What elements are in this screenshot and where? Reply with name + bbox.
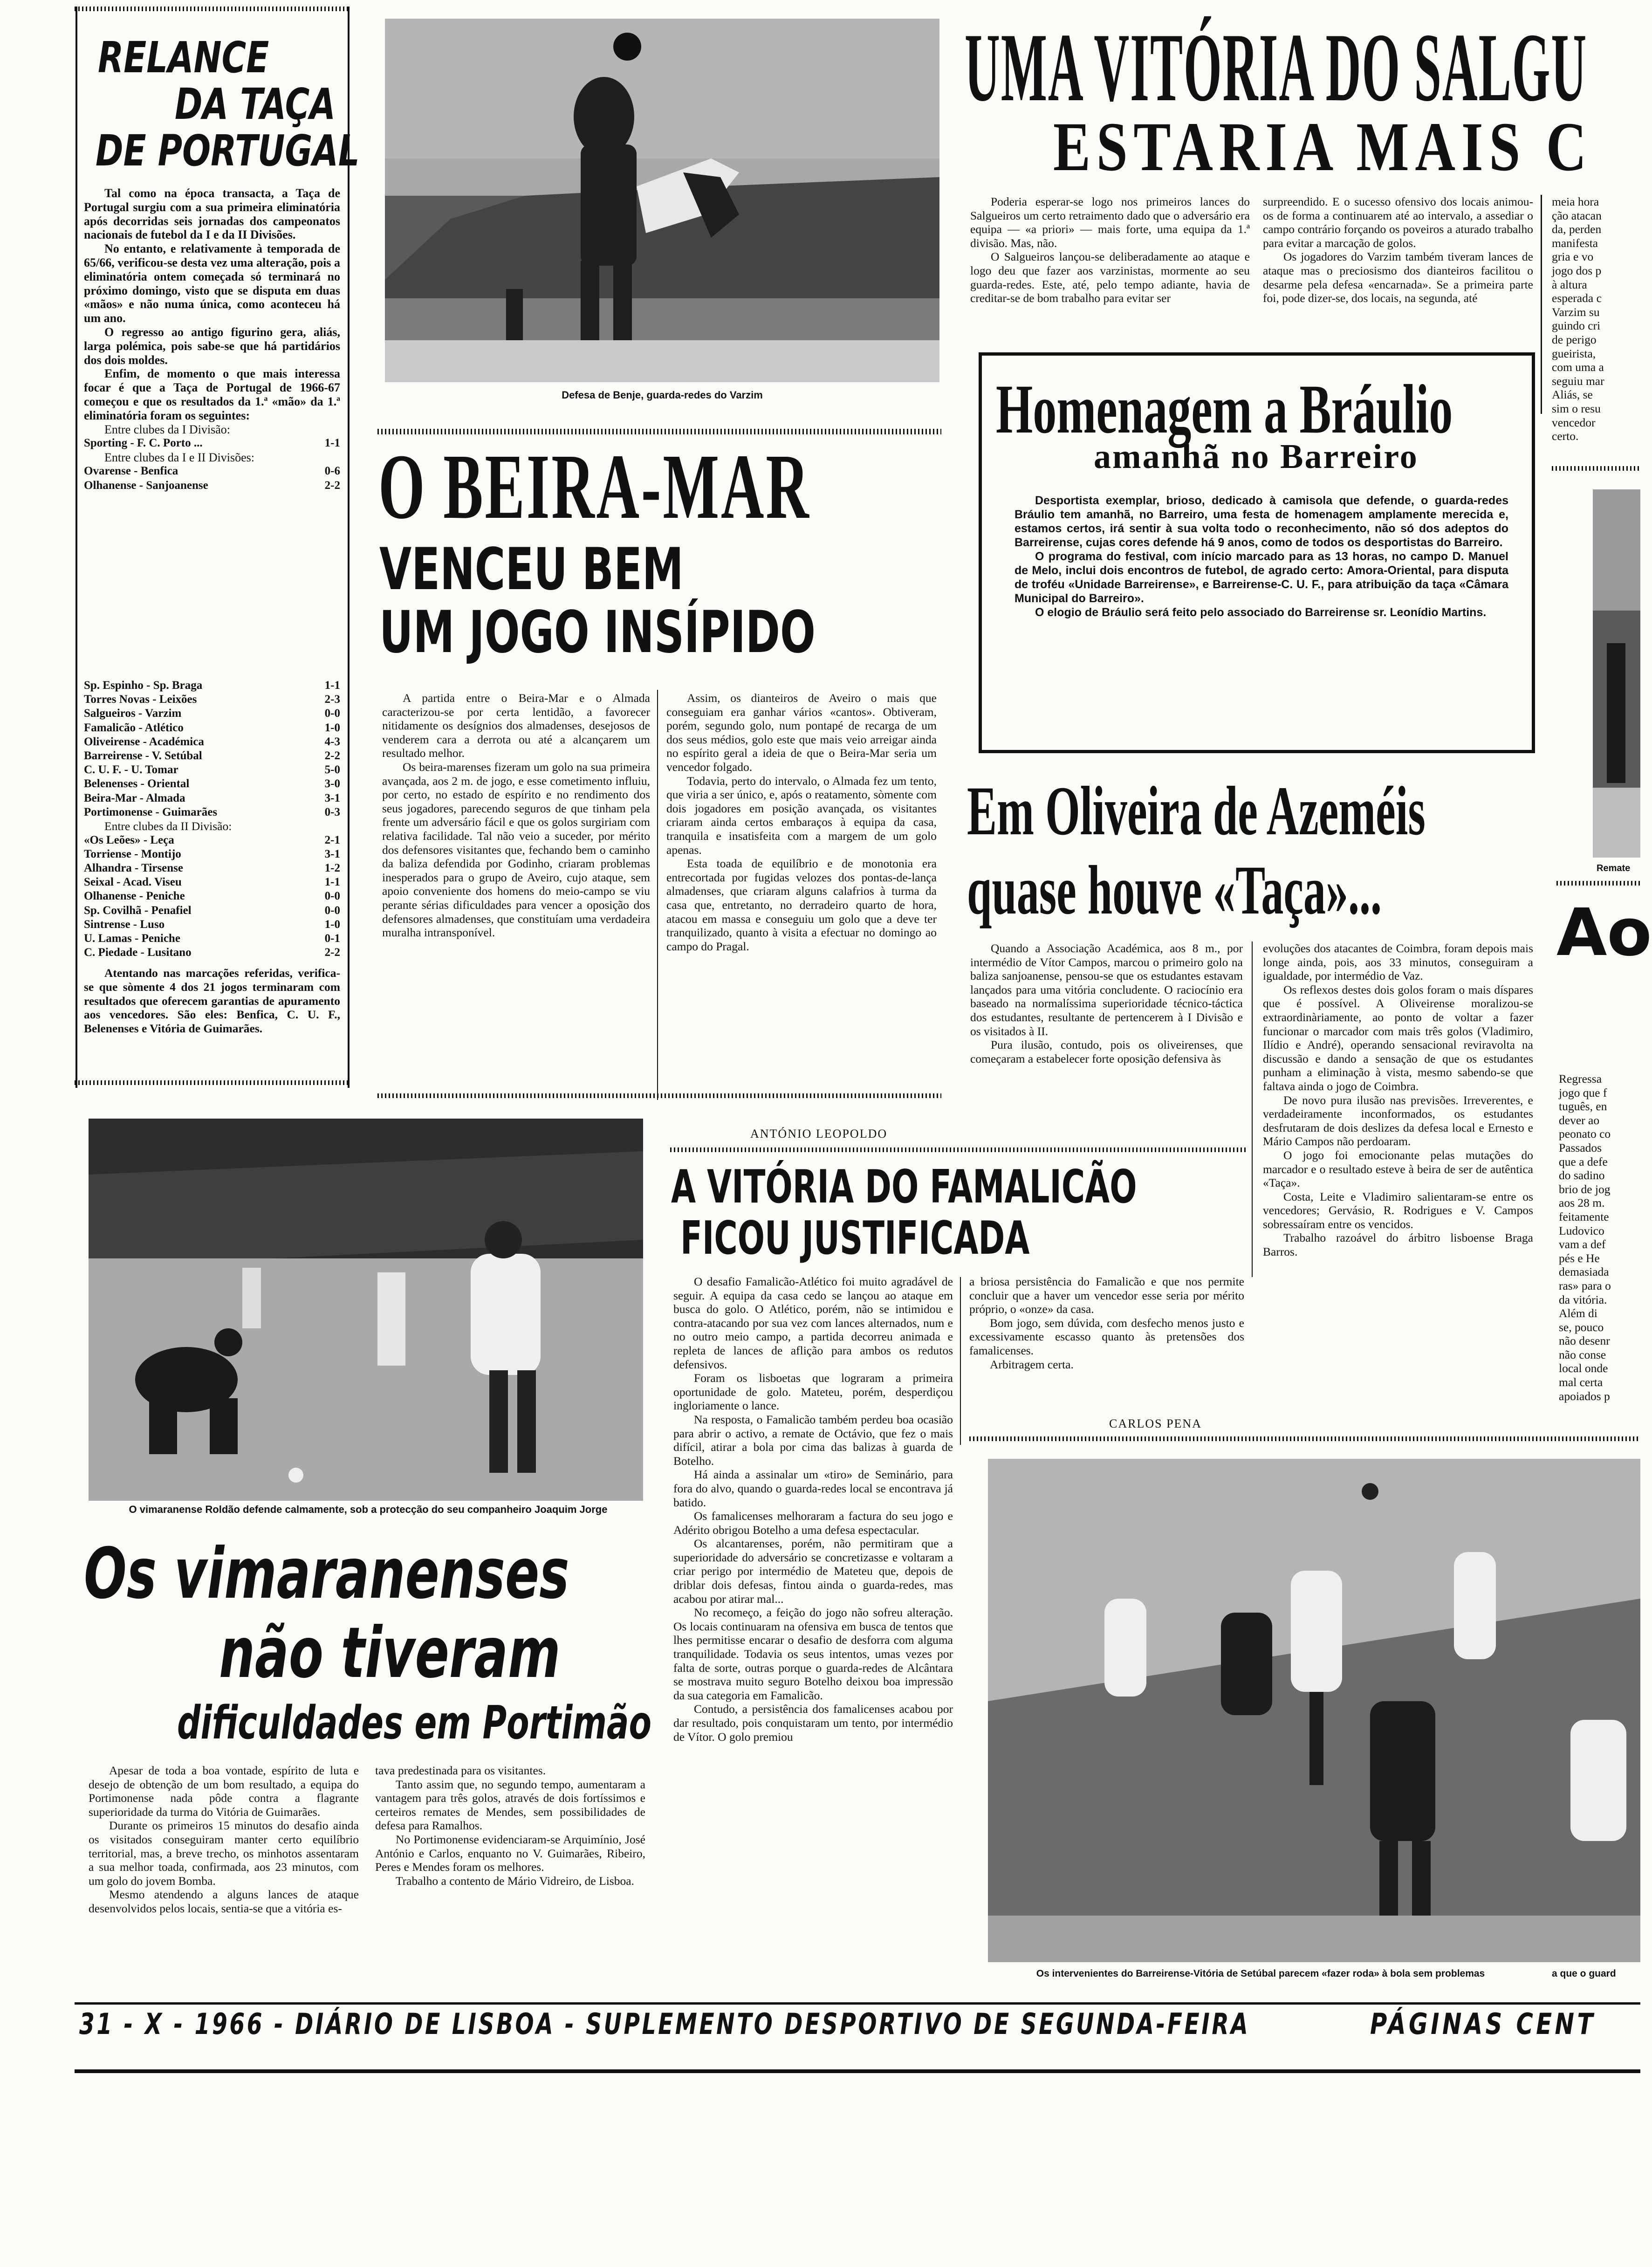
result-match: Belenenses - Oriental (84, 777, 190, 790)
result-score: 2-2 (324, 946, 340, 959)
beiramar-column-1 (382, 691, 653, 1097)
beiramar-para: Esta toada de equilíbrio e de monotonia era entrecortada por fugidas velozes dos pontas-de-lança almadenses, que criaram alguns calafrios à turma da casa que, entretanto, no derradeiro quarto de hora, atacou em massa e conseguiu um golo que a deve ter tranquilizado, quanto à visita a efectuar no domingo ao campo do Pragal. (666, 857, 940, 953)
result-match: Sp. Covilhã - Penafiel (84, 904, 192, 917)
footer-right: PÁGINAS CENT (1370, 2007, 1596, 2041)
beiramar-para: Assim, os dianteiros de Aveiro o mais que conseguiam era ganhar vários «cantos». Obtiveram, porém, segundo golo, num pontapé de recarga de um dos seus médios, golo este que mais veio arreigar ainda no espírito geral a ideia de que o Beira-Mar seria um vencedor folgado. (666, 691, 940, 774)
beiramar-byline: ANTÓNIO LEOPOLDO (750, 1127, 888, 1140)
result-score: 0-3 (324, 805, 340, 818)
famalicao-top-rule (670, 1147, 1248, 1152)
photo-roldao-image (89, 1119, 643, 1501)
relance-intro (84, 186, 343, 680)
relance-title-line3: DE PORTUGAL (96, 126, 360, 176)
homenagem-para: O elogio de Bráulio será feito pelo associado do Barreirense sr. Leonídio Martins. (1035, 606, 1487, 619)
photo-goalkeeper (385, 19, 939, 382)
result-row (84, 847, 340, 861)
results-group-1 (84, 436, 340, 450)
photo-remate-caption: Remate (1597, 863, 1631, 873)
column-line: ras» para o (1559, 1278, 1611, 1292)
photo-remate (1593, 489, 1640, 858)
famalicao-byline: CARLOS PENA (1109, 1417, 1202, 1430)
column-line: que a defe (1559, 1154, 1608, 1168)
result-row (84, 904, 340, 918)
column-line: Passados (1559, 1140, 1602, 1154)
result-score: 3-1 (324, 847, 340, 860)
homenagem-headline: Homenagem a Bráulio (996, 371, 1453, 448)
right-strip-column (1559, 1072, 1640, 1445)
famalicao-para: Foram os lisboetas que lograram a primeira oportunidade de golo. Mateteu, porém, desperdiçou ingloriamente o lance. (673, 1371, 956, 1413)
result-score: 3-0 (324, 777, 340, 790)
result-score: 0-0 (324, 707, 340, 720)
oliveira-para: evoluções dos atacantes de Coimbra, foram depois mais longe ainda, pois, aos 33 minutos, conseguiram a igualdade, por intermédio de Vaz. (1263, 941, 1536, 983)
famalicao-column-1 (673, 1275, 956, 2020)
salgueiros-para: Poderia esperar-se logo nos primeiros lances do Salgueiros um certo retraimento dado que o adversário era equipa — «a priori» — mais forte, uma equipa da 1.ª divisão. Mas, não. (970, 195, 1253, 250)
relance-para: Enfim, de momento o que mais interessa focar é que a Taça de Portugal de 1966-67 começou e que os resultados da 1.ª «mão» da 1.ª eliminatória foram os seguintes: (84, 367, 343, 422)
homenagem-box (979, 352, 1535, 753)
salgueiros-headline: UMA VITÓRIA DO SALGU (965, 14, 1588, 122)
relance-left-border (75, 7, 77, 1088)
relance-title (93, 33, 360, 177)
column-line: guindo cri (1552, 319, 1601, 333)
beiramar-para: Todavia, perto do intervalo, o Almada fez um tento, que viria a ser único, e, após o reatamento, sòmente com dois jogadores em posição avançada, os visitantes criaram ainda certos embaraços à equipa da casa, tranquila e insatisfeita com a margem de um golo apenas. (666, 774, 940, 857)
vimaranenses-column-1 (89, 1764, 362, 2015)
famalicao-column-2 (969, 1275, 1248, 1429)
column-line: brio de jog (1559, 1182, 1611, 1196)
column-line: manifesta (1552, 236, 1598, 250)
salgueiros-column-2 (1263, 195, 1536, 335)
salgueiros-column-rule (1541, 195, 1542, 414)
group-label: Entre clubes da II Divisão: (104, 819, 232, 833)
relance-title-line1: RELANCE (98, 33, 269, 82)
oliveira-headline-2: quase houve «Taça»... (967, 852, 1382, 929)
result-score: 0-0 (324, 904, 340, 917)
vimaranenses-para: Trabalho a contento de Mário Vidreiro, de Lisboa. (396, 1874, 634, 1888)
oliveira-column-1 (970, 941, 1246, 1151)
famalicao-headline-2: FICOU JUSTIFICADA (680, 1212, 1030, 1265)
column-line: do sadino (1559, 1168, 1605, 1182)
result-match: C. U. F. - U. Tomar (84, 763, 178, 776)
vimaranenses-para: No Portimonense evidenciaram-se Arquimínio, José António e Carlos, enquanto no V. Guimarães, Ribeiro, Peres e Mendes foram os melhores. (375, 1832, 649, 1874)
salgueiros-column-3 (1552, 195, 1640, 484)
column-line: peonato co (1559, 1127, 1611, 1141)
result-match: Barreirense - V. Setúbal (84, 749, 202, 763)
famalicao-column-rule (960, 1277, 961, 1445)
column-line: jogo que f (1559, 1085, 1607, 1099)
vimaranenses-para: Durante os primeiros 15 minutos do desafio ainda os visitados conseguiram manter certo equilíbrio territorial, mas, a breve trecho, os minhotos assentaram a sua melhor toada, confirmada, aos 23 minutos, com um golo do jovem Bomba. (89, 1819, 362, 1888)
column-line: da, perden (1552, 222, 1602, 236)
result-score: 0-6 (324, 465, 340, 478)
column-line: feitamente (1559, 1209, 1609, 1223)
vimaranenses-para: Tanto assim que, no segundo tempo, aumentaram a vantagem para três golos, através de dois fortíssimos e certeiros remates de Mendes, sem possibilidades de defesa para Ramalhos. (375, 1777, 649, 1833)
relance-para: O regresso ao antigo figurino gera, aliás, larga polémica, pois sabe-se que há partidários dos dois moldes. (84, 325, 343, 367)
result-match: C. Piedade - Lusitano (84, 946, 192, 959)
famalicao-para: O desafio Famalicão-Atlético foi muito agradável de seguir. A equipa da casa cedo se lançou ao ataque em busca do golo. O Atlético, porém, não se intimidou e contra-atacando por sua vez com lances alternados, num e no outro meio campo, a partida decorreu animada e repleta de lances de aflição para ambos os redutos defensivos. (673, 1275, 956, 1371)
result-match: Ovarense - Benfica (84, 465, 178, 478)
relance-title-line2: DA TAÇA (175, 79, 336, 129)
column-line: Aliás, se (1552, 388, 1593, 402)
photo-goalkeeper-caption: Defesa de Benje, guarda-redes do Varzim (562, 389, 763, 401)
result-score: 0-1 (324, 932, 340, 945)
result-match: Torres Novas - Leixões (84, 693, 197, 706)
divider-beiramar-top (377, 429, 941, 434)
homenagem-body (1015, 494, 1512, 745)
photo-barreirense (988, 1459, 1640, 1962)
column-line: Além di (1559, 1306, 1597, 1320)
result-match: Olhanense - Sanjoanense (84, 479, 208, 492)
salgueiros-subhead: ESTARIA MAIS C (1053, 108, 1593, 185)
footer-top-rule (75, 2002, 1640, 2005)
result-score: 1-1 (324, 876, 340, 889)
salgueiros-column-1 (970, 195, 1253, 335)
result-match: U. Lamas - Peniche (84, 932, 180, 945)
homenagem-para: Desportista exemplar, brioso, dedicado à camisola que defende, o guarda-redes Bráulio tem amanhã, no Barreiro, uma festa de homenagem amplamente merecida e, estamos certos, irá sentir à sua volta todo o reconhecimento, não só dos adeptos do Barreirense, cujas cores defende há 9 anos, como de todos os desportistas do Barreiro. (1015, 494, 1512, 549)
result-match: Sp. Espinho - Sp. Braga (84, 679, 203, 692)
footer-bottom-rule (75, 2069, 1640, 2073)
famalicao-para: Os alcantarenses, porém, não permitiram que a superioridade do adversário se concretizasse e voltaram a criar perigo por intermédio de Mateteu que, depois de driblar dois defesas, fintou ainda o guarda-redes, mas acabou por atirar mal... (673, 1537, 956, 1606)
result-row (84, 833, 340, 847)
footer-left: 31 - X - 1966 - DIÁRIO DE LISBOA - SUPLEMENTO DESPORTIVO DE SEGUNDA-FEIRA (79, 2007, 1250, 2041)
result-row (84, 889, 340, 903)
right-strip-headline: Ao (1556, 895, 1652, 971)
result-match: Olhanense - Peniche (84, 890, 185, 903)
photo-barreirense-caption-cont: a que o guard (1552, 1968, 1616, 1979)
column-line: à altura (1552, 277, 1587, 291)
column-line: dever ao (1559, 1113, 1600, 1127)
result-row (84, 707, 340, 721)
column-line: da vitória. (1559, 1292, 1607, 1306)
oliveira-para: Trabalho razoável do árbitro lisboense Braga Barros. (1263, 1231, 1536, 1259)
result-match: Sintrense - Luso (84, 918, 165, 931)
result-score: 0-0 (324, 890, 340, 903)
relance-para: No entanto, e relativamente à temporada de 65/66, verificou-se desta vez uma alteração, pois a eliminatória ontem começada só terminará no próximo domingo, visto que se disputa em duas «mãos» e não numa única, como aconteceu há um ano. (84, 242, 343, 325)
result-row (84, 479, 340, 493)
column-line: aos 28 m. (1559, 1196, 1605, 1210)
column-line: mal certa (1559, 1375, 1603, 1389)
result-score: 5-0 (324, 763, 340, 776)
homenagem-para: O programa do festival, com início marcado para as 13 horas, no campo D. Manuel de Melo, inclui dois encontros de futebol, de agrado certo: Amora-Oriental, para disputa de troféu «Unidade Barreirense», e Barreirense-C. U. F., para atribuição da taça «Câmara Municipal do Barreiro». (1015, 550, 1512, 605)
photo-goalkeeper-image (385, 19, 939, 382)
column-line: gueirista, (1552, 346, 1596, 360)
famalicao-para: Bom jogo, sem dúvida, com desfecho menos justo e excessivamente escasso quanto às pretensões dos famalicenses. (969, 1316, 1248, 1357)
famalicao-para: Arbitragem certa. (990, 1357, 1074, 1371)
vimaranenses-subhead: dificuldades em Portimão (177, 1697, 651, 1750)
famalicao-para: a briosa persistência do Famalicão e que nos permite concluir que a haver um vencedor esse seria por mérito próprio, o «onze» da casa. (969, 1275, 1248, 1316)
photo-barreirense-caption: Os intervenientes do Barreirense-Vitória de Setúbal parecem «fazer roda» à bola sem problemas (1036, 1968, 1485, 1979)
result-row (84, 861, 340, 875)
result-row (84, 932, 340, 946)
result-match: Portimonense - Guimarães (84, 805, 218, 818)
column-line: ção atacan (1552, 208, 1602, 222)
result-row (84, 436, 340, 450)
result-score: 2-1 (324, 833, 340, 846)
famalicao-bottom-rule (969, 1436, 1640, 1441)
photo-remate-image (1593, 489, 1640, 858)
relance-bottom-border (75, 1080, 350, 1085)
beiramar-column-2 (666, 691, 940, 1101)
result-row (84, 946, 340, 960)
famalicao-para: No recomeço, a feição do jogo não sofreu alteração. Os locais continuaram na ofensiva em busca de tentos que lhes permitisse encarar o desafio de desforra com alguma tranquilidade. Todavia os seus intentos, umas vezes por falta de sorte, outras porque o guarda-redes de Alcântara se mostrava muito seguro Botelho deixou boa impressão da sua categoria em Famalicão. (673, 1606, 956, 1702)
column-line: esperada c (1552, 291, 1602, 305)
oliveira-para: Os reflexos destes dois golos foram o mais díspares que é possível. A Oliveirense moralizou-se extraordinàriamente, ao ponto de voltar a fazer funcionar o marcador com mais três golos (Vladimiro, Ilídio e André), operando sensacional reviravolta na discussão e dando a sensação de que os estudantes punham a eliminação à vista, mesmo sabendo-se que faltava ainda o jogo de Coimbra. (1263, 982, 1536, 1093)
results-group-2-cont (84, 679, 340, 819)
result-score: 2-2 (324, 749, 340, 763)
result-score: 1-1 (324, 679, 340, 692)
oliveira-column-rule (1252, 941, 1253, 1277)
column-line: com uma a (1552, 360, 1604, 374)
oliveira-para: Quando a Associação Académica, aos 8 m., por intermédio de Vítor Campos, marcou o primeiro golo na baliza sanjoanense, pensou-se que os estudantes estavam lançados para uma vitória concludente. O raciocínio era baseado na normalíssima superioridade técnico-táctica dos estudantes, resultante de pertencerem à I Divisão e os visitados à II. (970, 941, 1246, 1038)
salgueiros-col3-border (1552, 466, 1640, 471)
famalicao-para: Há ainda a assinalar um «tiro» de Seminário, para fora do alvo, quando o guarda-redes local se encontrava já batido. (673, 1468, 956, 1509)
column-line: sim o resu (1552, 401, 1601, 415)
column-line: vam a def (1559, 1237, 1606, 1251)
beiramar-para: Os beira-marenses fizeram um golo na sua primeira avançada, aos 2 m. de jogo, e esse cometimento influiu, por certo, no estado de espírito e no rendimento dos seus jogadores, parecendo seguros de que tinham pela frente um adversário fácil e que os golos surgiriam com relativa facilidade. Tal não veio a suceder, por mérito dos defensores visitantes que, fechando bem o caminho da baliza defendida por Godinho, criaram problemas inesperados para o grupo de Aveiro, cujo ataque, sem apoio conveniente dos homens do meio-campo se viu perante sérias dificuldades para vencer a oposição dos defensores almadenses, que constituíam uma verdadeira muralha intransponível. (382, 760, 653, 940)
vimaranenses-headline-1: Os vimaranenses (84, 1533, 569, 1614)
result-match: Salgueiros - Varzim (84, 707, 182, 720)
oliveira-para: O jogo foi emocionante pelas mutações do marcador e o resultado esteve à beira de ser de autêntica «Taça». (1263, 1148, 1536, 1190)
salgueiros-para: Os jogadores do Varzim também tiveram lances de ataque mas o preciosismo dos dianteiros facilitou o desarme pela defesa «encarnada». Se a primeira parte foi, pode dizer-se, dos locais, na segunda, até (1263, 250, 1536, 305)
oliveira-para: Costa, Leite e Vladimiro salientaram-se entre os vencedores; Gervásio, R. Rodrigues e V. Campos sobressaíram entre os vencidos. (1263, 1189, 1536, 1231)
famalicao-para: Os famalicenses melhoraram a factura do seu jogo e Adérito obrigou Botelho a uma defesa espectacular. (673, 1509, 955, 1537)
salgueiros-para: O Salgueiros lançou-se deliberadamente ao ataque e logo deu que fazer aos varzinistas, mormente ao seu guarda-redes. Este, até, pelo tempo adiante, havia de creditar-se de bom trabalho para evitar ser (970, 250, 1253, 305)
oliveira-column-2 (1263, 941, 1536, 1436)
beiramar-para: A partida entre o Beira-Mar e o Almada caracterizou-se por certa lentidão, a favorecer nitidamente os desígnios dos almadenses, desejosos de venderem cara a derrota ou até a alcançarem um resultado melhor. (382, 691, 653, 760)
relance-outro: Atentando nas marcações referidas, verifica-se que sòmente 4 dos 21 jogos terminaram com resultados que oferecem garantias de apuramento aos vencedores. São eles: Benfica, C. U. F., Belenenses e Vitória de Guimarães. (84, 966, 343, 1035)
famalicao-para: Contudo, a persistência dos famalicenses acabou por dar resultado, pois conquistaram um tento, por intermédio de Vítor. O golo premiou (673, 1702, 956, 1744)
result-row (84, 749, 340, 763)
result-row (84, 679, 340, 693)
divider-beiramar-bottom (377, 1093, 941, 1098)
column-line: Ludovico (1559, 1223, 1604, 1237)
column-line: gria e vo (1552, 250, 1594, 264)
result-score: 1-0 (324, 918, 340, 931)
column-line: apoiados p (1559, 1389, 1610, 1403)
column-line: se, pouco (1559, 1320, 1604, 1334)
column-line: Regressa (1559, 1072, 1602, 1085)
result-row (84, 693, 340, 707)
column-line: jogo dos p (1552, 263, 1602, 277)
result-match: «Os Leões» - Leça (84, 833, 174, 846)
column-line: vencedor (1552, 415, 1596, 429)
beiramar-column-rule (657, 690, 658, 1100)
result-score: 1-1 (324, 437, 340, 450)
column-line: meia hora (1552, 195, 1599, 208)
beiramar-subhead-2: UM JOGO INSÍPIDO (379, 599, 816, 666)
oliveira-headline-1: Em Oliveira de Azeméis (967, 772, 1426, 850)
result-match: Famalicão - Atlético (84, 721, 184, 734)
column-line: certo. (1552, 429, 1579, 443)
vimaranenses-para: tava predestinada para os visitantes. (375, 1764, 546, 1777)
relance-para: Tal como na época transacta, a Taça de Portugal surgiu com a sua primeira eliminatória após decorridas seis jornadas dos campeonatos nacionais de futebol da I e da II Divisões. (84, 186, 343, 242)
result-score: 2-2 (324, 479, 340, 492)
photo-roldao (89, 1119, 643, 1501)
vimaranenses-para: Mesmo atendendo a alguns lances de ataque desenvolvidos pelos locais, sentia-se que a vitória es- (89, 1888, 362, 1915)
vimaranenses-column-2 (375, 1764, 649, 2015)
beiramar-subhead-1: VENCEU BEM (379, 536, 684, 603)
result-match: Oliveirense - Académica (84, 735, 204, 748)
result-row (84, 805, 340, 819)
result-score: 3-1 (324, 791, 340, 804)
result-row (84, 777, 340, 791)
result-row (84, 875, 340, 889)
vimaranenses-para: Apesar de toda a boa vontade, espírito de luta e desejo de obtenção de um bom resultado, a equipa do Portimonense nada pôde contra a flagrante superioridade da turma do Vitória de Guimarães. (89, 1764, 362, 1819)
right-strip-divider (1556, 881, 1640, 886)
group-label: Entre clubes da I e II Divisões: (104, 450, 255, 464)
result-row (84, 735, 340, 749)
result-score: 2-3 (324, 693, 340, 706)
results-group-3 (84, 833, 340, 960)
oliveira-para: De novo pura ilusão nas previsões. Irreverentes, e verdadeiramente inconformados, os estudantes desfrutaram de dois deslizes da defesa local e Ernesto e Mário Campos não perdoaram. (1263, 1093, 1536, 1148)
oliveira-para: Pura ilusão, contudo, pois os oliveirenses, que começaram a estabelecer forte oposição defensiva às (970, 1038, 1246, 1065)
result-score: 4-3 (324, 735, 340, 748)
result-score: 1-0 (324, 721, 340, 734)
result-row (84, 791, 340, 805)
result-match: Torriense - Montijo (84, 847, 181, 860)
famalicao-para: Na resposta, o Famalicão também perdeu boa ocasião para abrir o activo, a remate de Octávio, que fez o mais difícil, atirar a bola por cima das balizas à guarda de Botelho. (673, 1412, 956, 1468)
column-line: Varzim su (1552, 305, 1600, 319)
column-line: não conse (1559, 1347, 1606, 1361)
salgueiros-para: surpreendido. E o sucesso ofensivo dos locais animou-os de forma a continuarem até ao intervalo, a assediar o campo contrário forçando os poveiros a aturado trabalho para evitar a marcação de golos. (1263, 195, 1536, 250)
column-line: demasiada (1559, 1265, 1609, 1279)
vimaranenses-headline-2: não tiveram (219, 1613, 561, 1694)
photo-barreirense-image (988, 1459, 1640, 1962)
relance-results-cont (84, 679, 343, 1089)
beiramar-headline: O BEIRA-MAR (378, 435, 811, 538)
homenagem-subhead: amanhã no Barreiro (1094, 438, 1419, 476)
result-match: Seixal - Acad. Viseu (84, 876, 182, 889)
result-row (84, 918, 340, 932)
column-line: seguiu mar (1552, 374, 1604, 388)
column-line: tuguês, en (1559, 1099, 1607, 1113)
famalicao-headline-1: A VITÓRIA DO FAMALICÃO (671, 1161, 1137, 1214)
result-row (84, 721, 340, 735)
group-label: Entre clubes da I Divisão: (104, 422, 231, 436)
result-match: Sporting - F. C. Porto ... (84, 437, 203, 450)
result-match: Beira-Mar - Almada (84, 791, 185, 804)
results-group-2 (84, 464, 340, 492)
column-line: pés e He (1559, 1251, 1600, 1265)
column-line: não desenr (1559, 1334, 1610, 1348)
result-match: Alhandra - Tirsense (84, 862, 184, 875)
photo-roldao-caption: O vimaranense Roldão defende calmamente, sob a protecção do seu companheiro Joaquim Jorge (129, 1504, 608, 1515)
result-row (84, 464, 340, 478)
column-line: de perigo (1552, 332, 1597, 346)
result-score: 1-2 (324, 862, 340, 875)
column-line: local onde (1559, 1361, 1608, 1375)
result-row (84, 763, 340, 777)
relance-top-border (75, 7, 350, 11)
